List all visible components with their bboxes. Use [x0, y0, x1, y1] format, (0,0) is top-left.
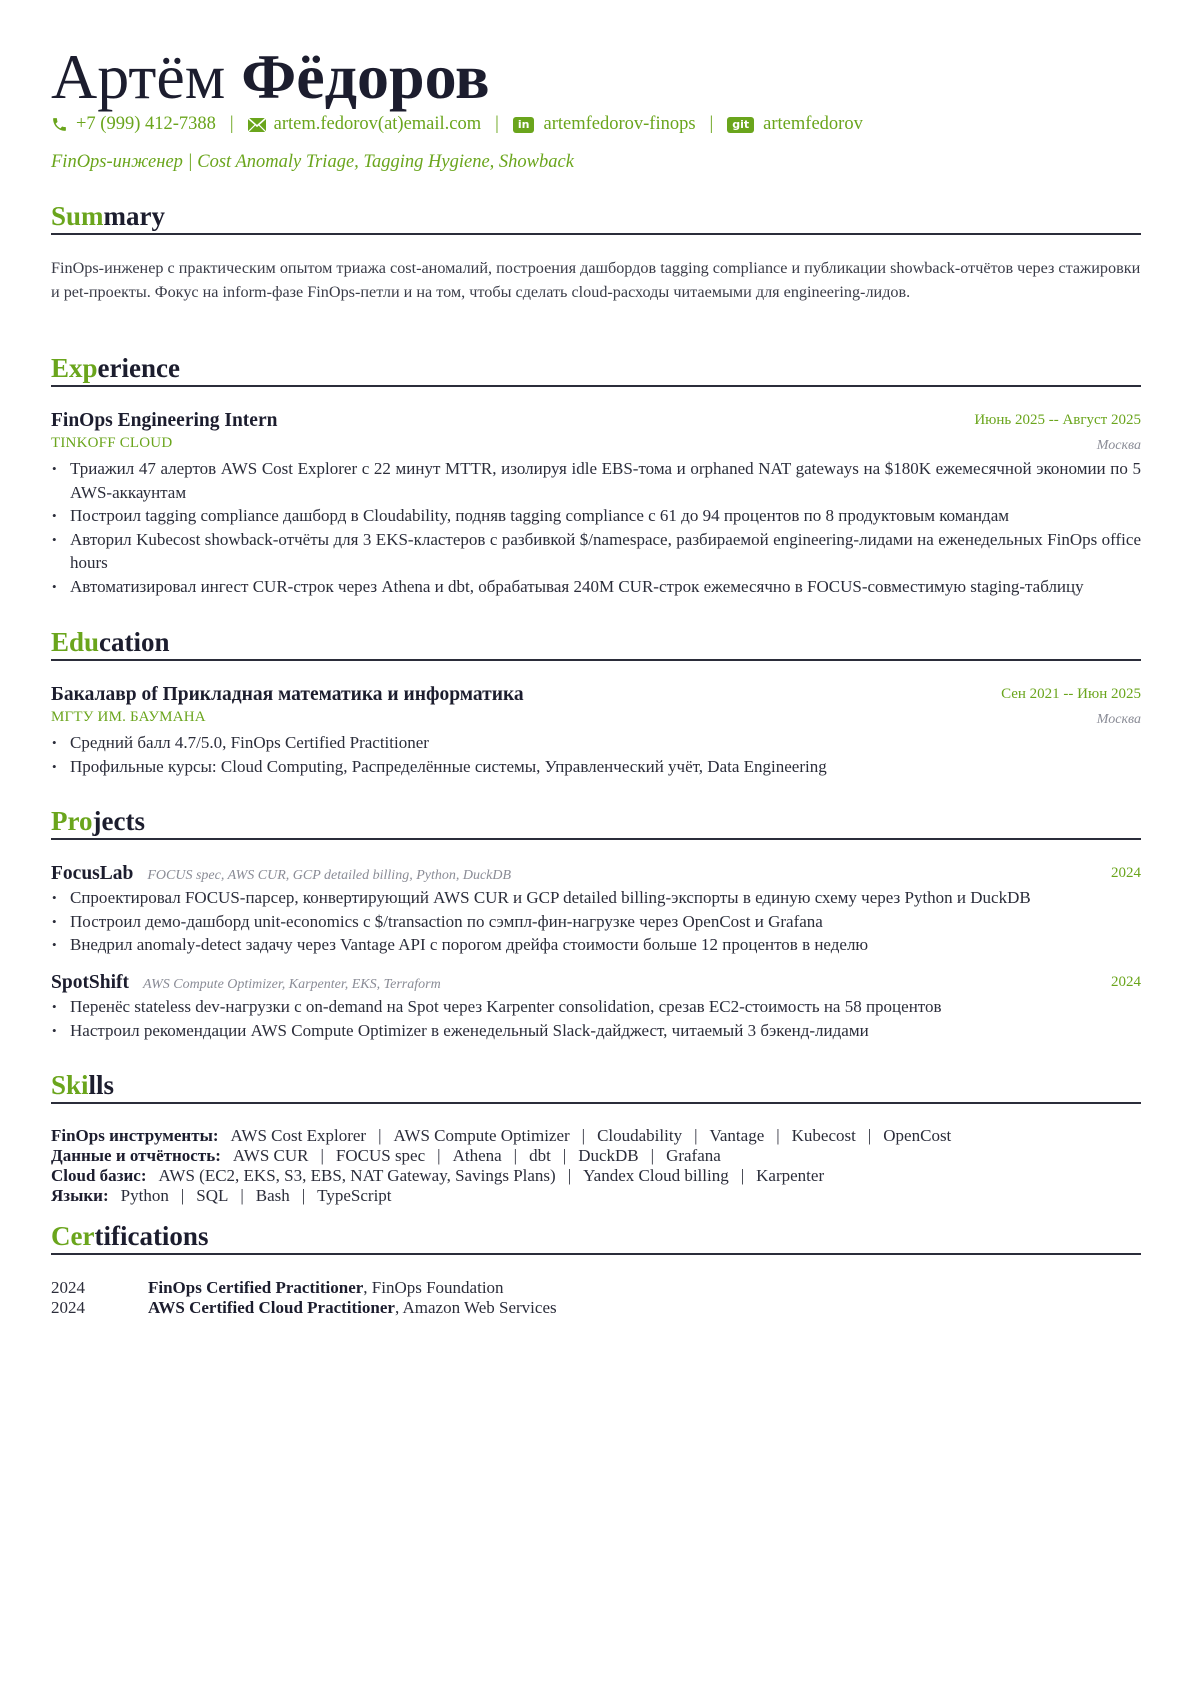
email-contact[interactable] — [248, 114, 482, 135]
job-title: FinOps Engineering Intern — [51, 410, 278, 431]
project-entry-spotshift — [51, 972, 1141, 1042]
summary-text: FinOps-инженер с практическим опытом триажа cost-аномалий, построения дашбордов tagging compliance и публикации showback-отчётов через стажировки и pet-проекты. Фокус на inform-фазе FinOps-петли и на том, чтобы сделать cloud-расходы читаемыми для engineering-лидов. — [51, 259, 1141, 301]
skill-item: AWS Compute Optimizer — [393, 1126, 570, 1145]
skill-item: Grafana — [666, 1146, 721, 1165]
skills-row — [51, 1186, 1141, 1206]
skills-label: FinOps инструменты: — [51, 1126, 219, 1145]
separator: | — [301, 1186, 306, 1205]
cert-name: AWS Certified Cloud Practitioner — [148, 1298, 395, 1317]
skill-item: Python — [120, 1186, 169, 1205]
section-heading-summary: Summary — [51, 200, 1141, 235]
section-heading-experience: Experience — [51, 352, 1141, 387]
linkedin-handle: artemfedorov-finops — [543, 114, 696, 134]
phone-icon — [51, 116, 68, 133]
list-item: • Профильные курсы: Cloud Computing, Распределённые системы, Управленческий учёт, Data Engineering — [51, 755, 1141, 779]
skill-item: Yandex Cloud billing — [583, 1166, 729, 1185]
project-name: FocusLab — [51, 863, 134, 884]
list-item: • Настроил рекомендации AWS Compute Optimizer в еженедельный Slack-дайджест, читаемый 3 бэкенд-лидами — [51, 1019, 1141, 1043]
phone-contact[interactable] — [51, 114, 216, 135]
separator: | — [740, 1166, 745, 1185]
skills-label: Данные и отчётность: — [51, 1146, 221, 1165]
skill-item: Kubecost — [791, 1126, 856, 1145]
github-contact[interactable] — [727, 114, 863, 135]
separator: | — [776, 1126, 780, 1145]
skill-item: Karpenter — [756, 1166, 825, 1185]
skills-row — [51, 1146, 1141, 1166]
skill-item: Cloudability — [597, 1126, 683, 1145]
project-tech: FOCUS spec, AWS CUR, GCP detailed billing, Python, DuckDB — [147, 868, 512, 883]
separator: | — [567, 1166, 572, 1185]
skill-item: Bash — [255, 1186, 290, 1205]
skill-item: Athena — [452, 1146, 502, 1165]
section-heading-certifications: Certifications — [51, 1220, 1141, 1255]
skills-label: Языки: — [51, 1186, 109, 1205]
skills-row — [51, 1126, 1141, 1146]
cert-row — [51, 1278, 1141, 1298]
skill-item: DuckDB — [578, 1146, 639, 1165]
certifications-list — [51, 1278, 1141, 1318]
list-item: • Построил tagging compliance дашборд в Cloudability, подняв tagging compliance с 61 до 94 процентов по 8 продуктовым командам — [51, 504, 1141, 528]
email-address: artem.fedorov(at)email.com — [273, 114, 482, 134]
experience-entry — [51, 410, 1141, 598]
envelope-icon — [248, 118, 266, 132]
list-item: • Спроектировал FOCUS-парсер, конвертирующий AWS CUR и GCP detailed billing-экспорты в единую схему через Python и DuckDB — [51, 886, 1141, 910]
separator: | — [495, 114, 499, 134]
education-location: Москва — [1096, 712, 1141, 727]
section-heading-projects: Projects — [51, 805, 1141, 840]
skill-item: AWS (EC2, EKS, S3, EBS, NAT Gateway, Savings Plans) — [158, 1166, 556, 1185]
cert-year: 2024 — [51, 1278, 85, 1297]
cert-name: FinOps Certified Practitioner — [148, 1278, 364, 1297]
project-bullets — [51, 995, 1141, 1042]
list-item: • Построил демо-дашборд unit-economics с $/transaction по сэмпл-фин-нагрузке через OpenCost и Grafana — [51, 910, 1141, 934]
separator: | — [581, 1126, 586, 1145]
skill-item: Vantage — [709, 1126, 765, 1145]
skills-row — [51, 1166, 1141, 1186]
separator: | — [867, 1126, 872, 1145]
last-name: Фёдоров — [241, 41, 490, 112]
university-name: МГТУ ИМ. БАУМАНА — [51, 709, 206, 725]
skill-item: TypeScript — [317, 1186, 392, 1205]
phone-number: +7 (999) 412-7388 — [76, 114, 216, 134]
education-dates: Сен 2021 -- Июн 2025 — [1001, 686, 1141, 702]
skill-item: OpenCost — [883, 1126, 952, 1145]
separator: | — [180, 1186, 185, 1205]
cert-issuer: , FinOps Foundation — [363, 1278, 504, 1297]
project-title — [51, 972, 1141, 994]
separator: | — [709, 114, 714, 134]
section-heading-skills: Skills — [51, 1069, 1141, 1104]
skills-label: Cloud базис: — [51, 1166, 147, 1185]
candidate-name — [51, 42, 490, 112]
project-year: 2024 — [1111, 974, 1141, 990]
separator: | — [320, 1146, 324, 1165]
skill-item: AWS Cost Explorer — [230, 1126, 367, 1145]
section-heading-education: Education — [51, 626, 1141, 661]
contact-line — [51, 114, 863, 135]
education-entry — [51, 684, 1141, 778]
separator: | — [562, 1146, 567, 1165]
project-bullets — [51, 886, 1141, 957]
degree-title: Бакалавр of Прикладная математика и информатика — [51, 684, 524, 705]
skill-item: AWS CUR — [232, 1146, 309, 1165]
cert-year: 2024 — [51, 1298, 85, 1317]
project-tech: AWS Compute Optimizer, Karpenter, EKS, Terraform — [143, 977, 441, 992]
separator: | — [378, 1126, 382, 1145]
list-item: • Авторил Kubecost showback-отчёты для 3 EKS-кластеров с разбивкой $/namespace, разбираемой engineering-лидами на еженедельных FinOps office hours — [51, 528, 1141, 575]
separator: | — [513, 1146, 518, 1165]
project-name: SpotShift — [51, 972, 130, 993]
separator: | — [694, 1126, 698, 1145]
tagline: FinOps-инженер | Cost Anomaly Triage, Tagging Hygiene, Showback — [51, 152, 574, 172]
skill-item: SQL — [196, 1186, 229, 1205]
linkedin-icon: in — [513, 117, 535, 133]
github-handle: artemfedorov — [763, 114, 863, 134]
skill-item: dbt — [529, 1146, 551, 1165]
project-year: 2024 — [1111, 865, 1141, 881]
experience-bullets — [51, 457, 1141, 598]
separator: | — [437, 1146, 441, 1165]
list-item: • Средний балл 4.7/5.0, FinOps Certified Practitioner — [51, 731, 1141, 755]
education-bullets — [51, 731, 1141, 778]
list-item: • Автоматизировал ингест CUR-строк через Athena и dbt, обрабатывая 240M CUR-строк ежемесячно в FOCUS-совместимую staging-таблицу — [51, 575, 1141, 599]
company-name: TINKOFF CLOUD — [51, 435, 173, 451]
cert-row — [51, 1298, 1141, 1318]
separator: | — [229, 114, 234, 134]
job-dates: Июнь 2025 -- Август 2025 — [974, 412, 1141, 428]
project-entry-focuslab — [51, 863, 1141, 957]
list-item: • Перенёс stateless dev-нагрузки с on-demand на Spot через Karpenter consolidation, срезав EC2-стоимость на 58 процентов — [51, 995, 1141, 1019]
separator: | — [240, 1186, 244, 1205]
list-item: • Внедрил anomaly-detect задачу через Vantage API с порогом дрейфа стоимости больше 12 процентов в неделю — [51, 933, 1141, 957]
cert-issuer: , Amazon Web Services — [394, 1298, 557, 1317]
separator: | — [650, 1146, 655, 1165]
list-item: • Триажил 47 алертов AWS Cost Explorer с 22 минут MTTR, изолируя idle EBS-тома и orphaned NAT gateways на $180K ежемесячной экономии по 5 AWS-аккаунтам — [51, 457, 1141, 504]
skills-list — [51, 1126, 1141, 1206]
skill-item: FOCUS spec — [335, 1146, 426, 1165]
project-title — [51, 863, 1141, 885]
first-name: Артём — [51, 41, 226, 112]
git-icon: git — [727, 117, 754, 133]
job-location: Москва — [1096, 438, 1141, 453]
linkedin-contact[interactable] — [513, 114, 696, 135]
